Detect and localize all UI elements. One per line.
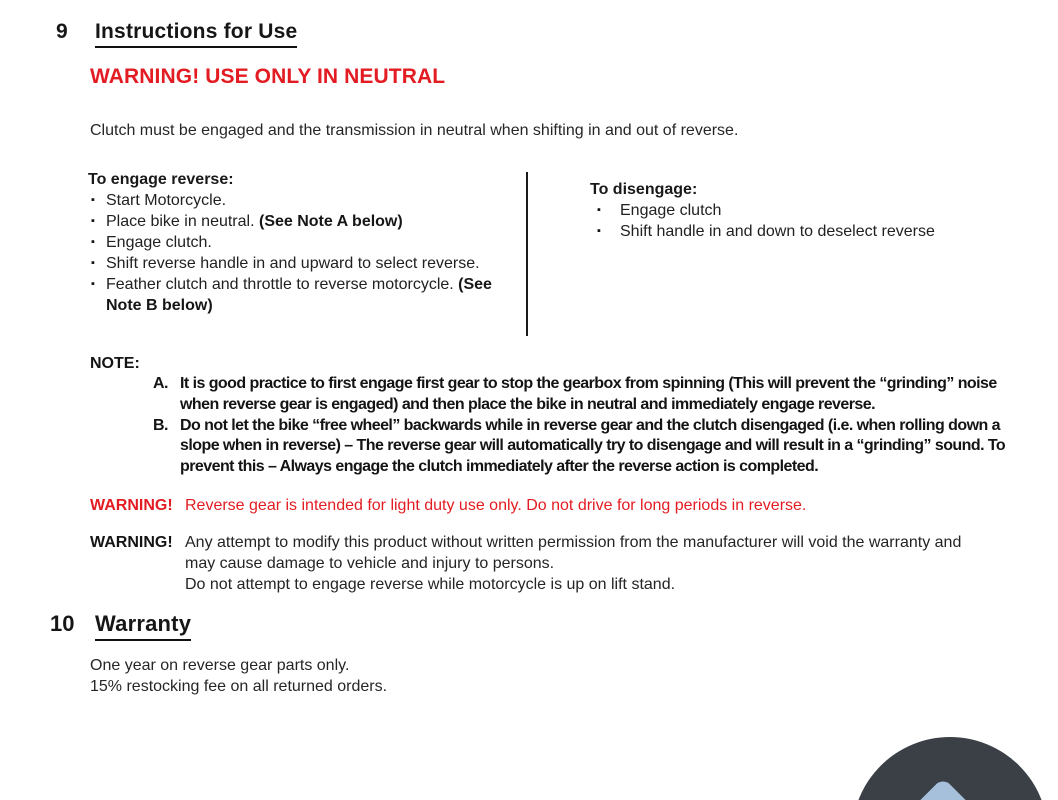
bullet-icon: ▪ (91, 257, 95, 269)
list-item-text: Place bike in neutral. (106, 213, 259, 230)
engage-column (88, 170, 526, 338)
list-item (88, 190, 526, 211)
list-item-text: Start Motorcycle. (106, 192, 227, 209)
warning-text: Reverse gear is intended for light duty use only. Do not drive for long periods in reverse. (185, 496, 807, 514)
warranty-text (90, 655, 1058, 697)
warning-label: WARNING! (90, 496, 173, 514)
list-item (88, 211, 526, 232)
engage-disengage-columns (0, 170, 1058, 338)
note-label: NOTE: (90, 355, 140, 372)
section-number: 10 (50, 610, 75, 636)
modification-warning (88, 532, 1058, 595)
list-item (590, 200, 935, 221)
note-item-a (90, 374, 1058, 416)
list-item (590, 221, 935, 242)
intro-paragraph: Clutch must be engaged and the transmission in neutral when shifting in and out of reverse. (90, 122, 739, 139)
note-text: It is good practice to first engage first gear to stop the gearbox from spinning (This will prevent the “grinding” noise when reverse gear is engaged) and then place the bike in neutral and immediately engage reverse. (180, 375, 997, 413)
bullet-icon: ▪ (91, 194, 95, 206)
list-item-note-ref: (See Note A below) (258, 213, 403, 230)
section-number: 9 (56, 20, 68, 43)
list-item (88, 274, 526, 316)
photo-circle (852, 737, 1048, 800)
bullet-icon: ▪ (597, 204, 601, 216)
column-divider (526, 172, 528, 336)
diamond-shape-icon (903, 777, 982, 800)
warning-label: WARNING! (90, 533, 173, 551)
bullet-icon: ▪ (597, 225, 601, 237)
list-item-text: Feather clutch and throttle to reverse motorcycle. (106, 276, 459, 293)
section-10-heading (0, 611, 1058, 641)
note-text: Do not let the bike “free wheel” backwards while in reverse gear and the clutch disengaged (i.e. when rolling down a slope when in reverse) – The reverse gear will automatically try to disengage and will result in a “grinding” sound. To prevent this – Always engage the clutch immediately after the reverse action is completed. (180, 416, 1006, 476)
disengage-heading: To disengage: (590, 181, 698, 198)
list-item-text: Shift handle in and down to deselect reverse (620, 223, 935, 240)
list-item (88, 232, 526, 253)
disengage-list (590, 200, 935, 242)
note-letter: A. (153, 375, 168, 392)
note-block (90, 353, 1058, 478)
section-title: Warranty (95, 611, 191, 641)
list-item-text: Engage clutch (620, 202, 722, 219)
note-item-b (90, 416, 1058, 478)
list-item (88, 253, 526, 274)
bullet-icon: ▪ (91, 278, 95, 290)
warning-text-line1: Any attempt to modify this product without written permission from the manufacturer will void the warranty and may cause damage to vehicle and injury to persons. (185, 533, 962, 572)
list-item-text: Engage clutch. (106, 234, 212, 251)
engage-heading: To engage reverse: (88, 171, 234, 188)
bullet-icon: ▪ (91, 215, 95, 227)
warranty-line: 15% restocking fee on all returned orders. (90, 677, 388, 695)
note-letter: B. (153, 416, 168, 434)
neutral-warning-heading: WARNING! USE ONLY IN NEUTRAL (90, 65, 446, 88)
warning-text-line2: Do not attempt to engage reverse while motorcycle is up on lift stand. (185, 575, 676, 593)
disengage-column (590, 170, 935, 338)
list-item-text: Shift reverse handle in and upward to select reverse. (106, 255, 480, 272)
warranty-line: One year on reverse gear parts only. (90, 656, 350, 674)
section-9-heading (0, 0, 1058, 48)
list-item-note-ref: (See Note B below) (106, 276, 492, 314)
section-title: Instructions for Use (95, 20, 297, 48)
engage-list (88, 190, 526, 316)
bullet-icon: ▪ (91, 236, 95, 248)
light-duty-warning (88, 495, 1058, 516)
